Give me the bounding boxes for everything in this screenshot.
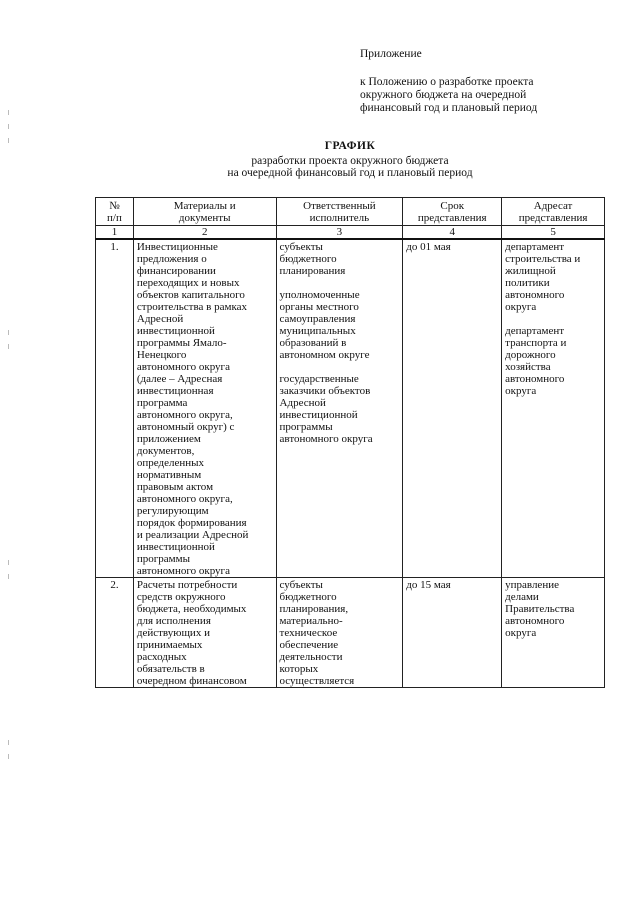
document-title: ГРАФИК	[324, 140, 376, 152]
column-number: 5	[502, 226, 605, 240]
binding-margin-marks	[8, 0, 12, 905]
table-row	[96, 239, 605, 578]
row-number: 2.	[96, 578, 134, 688]
appendix-title: Приложение	[360, 48, 422, 60]
header-number: № п/п	[96, 198, 134, 226]
row-addressee: департамент строительства и жилищной политики автономного округа департамент транспорта и дорожного хозяйства автономного округа	[502, 239, 605, 578]
column-number: 1	[96, 226, 134, 240]
column-number-row	[96, 226, 605, 240]
document-heading	[95, 140, 605, 180]
column-number: 4	[403, 226, 502, 240]
appendix-line-3: финансовый год и плановый период	[360, 102, 538, 114]
document-subtitle-1: разработки проекта окружного бюджета	[251, 154, 449, 167]
header-executor: Ответственный исполнитель	[276, 198, 403, 226]
table-header-row	[96, 198, 605, 226]
header-deadline: Срок представления	[403, 198, 502, 226]
column-number: 2	[133, 226, 276, 240]
row-deadline: до 01 мая	[403, 239, 502, 578]
row-materials: Расчеты потребности средств окружного бюджета, необходимых для исполнения действующих и принимаемых расходных обязательств в очередном финансовом	[133, 578, 276, 688]
table-row	[96, 578, 605, 688]
appendix-note	[360, 48, 600, 115]
row-executor: субъекты бюджетного планирования, материально- техническое обеспечение деятельности которых осуществляется	[276, 578, 403, 688]
row-materials: Инвестиционные предложения о финансировании переходящих и новых объектов капитального строительства в рамках Адресной инвестиционной программы Ямало- Ненецкого автономного округа (далее – Адресная инвестиционная программа автономного округа, автономный округ) с приложением документов, определенных нормативным правовым актом автономного округа, регулирующим порядок формирования и реализации Адресной инвестиционной программы автономного округа	[133, 239, 276, 578]
appendix-line-1: к Положению о разработке проекта	[360, 76, 534, 88]
row-executor: субъекты бюджетного планирования уполномоченные органы местного самоуправления муниципальных образований в автономном округе государственные заказчики объектов Адресной инвестиционной программы автономного округа	[276, 239, 403, 578]
appendix-line-2: окружного бюджета на очередной	[360, 89, 527, 101]
row-number: 1.	[96, 239, 134, 578]
column-number: 3	[276, 226, 403, 240]
row-addressee: управление делами Правительства автономного округа	[502, 578, 605, 688]
header-addressee: Адресат представления	[502, 198, 605, 226]
schedule-table	[95, 197, 605, 688]
row-deadline: до 15 мая	[403, 578, 502, 688]
document-subtitle-2: на очередной финансовый год и плановый период	[227, 167, 473, 179]
header-materials: Материалы и документы	[133, 198, 276, 226]
